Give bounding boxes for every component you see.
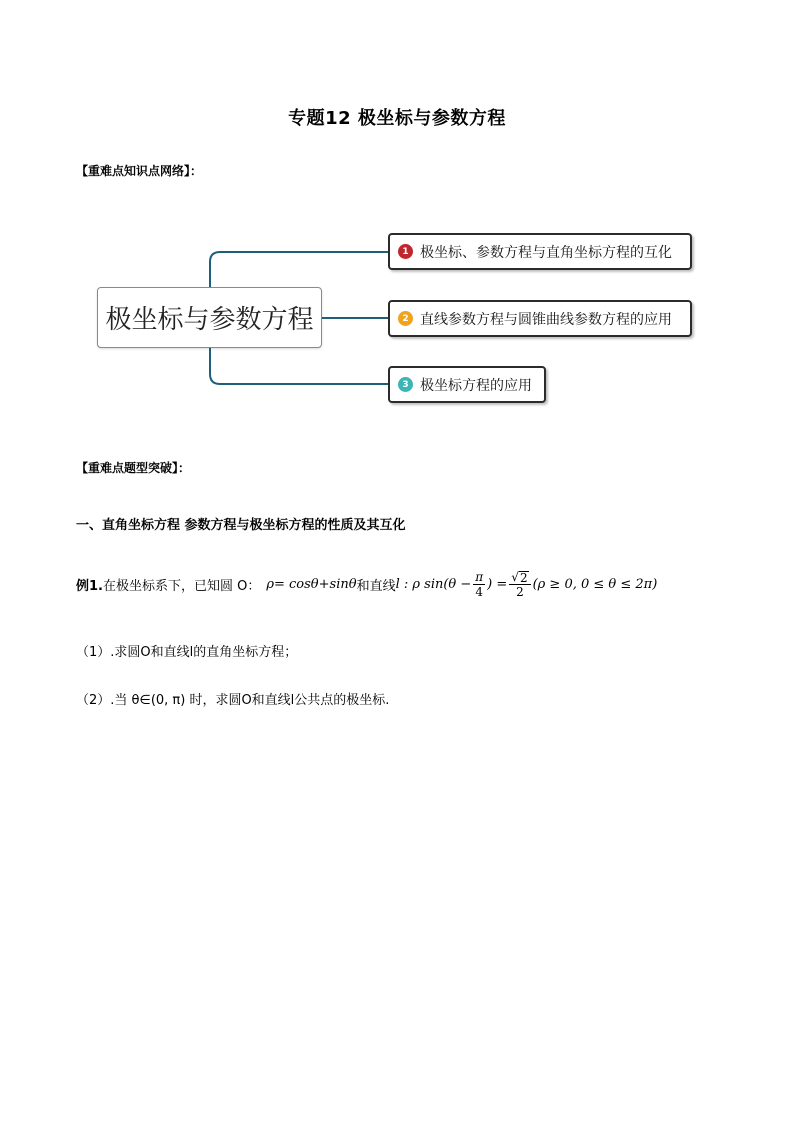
badge-3: 3 <box>398 377 413 392</box>
example-mid-text: 和直线 <box>356 579 396 594</box>
mind-map-branch-2 <box>388 300 692 337</box>
example-text: 在极坐标系下，已知圆 O： <box>102 579 261 594</box>
connector-line-3 <box>210 346 388 384</box>
knowledge-net-label: 【重难点知识点网络】： <box>76 164 203 178</box>
fraction-numerator: π <box>475 570 484 584</box>
fraction-pi-over-4 <box>473 570 485 599</box>
equation-circle: ρ= cosθ+sinθ <box>266 577 357 592</box>
question-2: （2）.当 θ∈(0, π) 时，求圆O和直线l公共点的极坐标. <box>76 693 390 708</box>
mind-map-branch-1 <box>388 233 692 270</box>
example-lead: 例1. <box>76 579 103 594</box>
fraction-denominator: 4 <box>475 585 484 599</box>
sqrt-symbol: √ 2 <box>511 570 528 585</box>
mind-map-branch-3 <box>388 366 546 403</box>
mind-map-root: 极坐标与参数方程 <box>97 287 322 348</box>
branch-label-3: 极坐标方程的应用 <box>420 377 532 394</box>
branch-label-2: 直线参数方程与圆锥曲线参数方程的应用 <box>420 311 672 328</box>
page-title: 专题12 极坐标与参数方程 <box>288 108 506 129</box>
fraction-denominator-2: 2 <box>516 585 524 599</box>
equation-line-suffix: (ρ ≥ 0, 0 ≤ θ ≤ 2π) <box>532 577 658 592</box>
fraction-numerator-sqrt <box>509 570 530 585</box>
badge-2: 2 <box>398 311 413 326</box>
section-heading-1: 一、直角坐标方程 参数方程与极坐标方程的性质及其互化 <box>76 518 406 533</box>
mind-map <box>0 0 794 440</box>
question-1: （1）.求圆O和直线l的直角坐标方程； <box>76 645 298 660</box>
equation-line-mid: ) = <box>487 577 508 592</box>
equation-line-prefix: l : ρ sin(θ − <box>395 577 472 592</box>
badge-1: 1 <box>398 244 413 259</box>
sqrt-radicand: 2 <box>519 571 528 585</box>
example-1 <box>76 570 657 599</box>
branch-label-1: 极坐标、参数方程与直角坐标方程的互化 <box>420 244 672 261</box>
fraction-sqrt2-over-2 <box>509 570 530 599</box>
breakthrough-label: 【重难点题型突破】： <box>76 461 191 475</box>
connector-line-1 <box>210 252 388 287</box>
